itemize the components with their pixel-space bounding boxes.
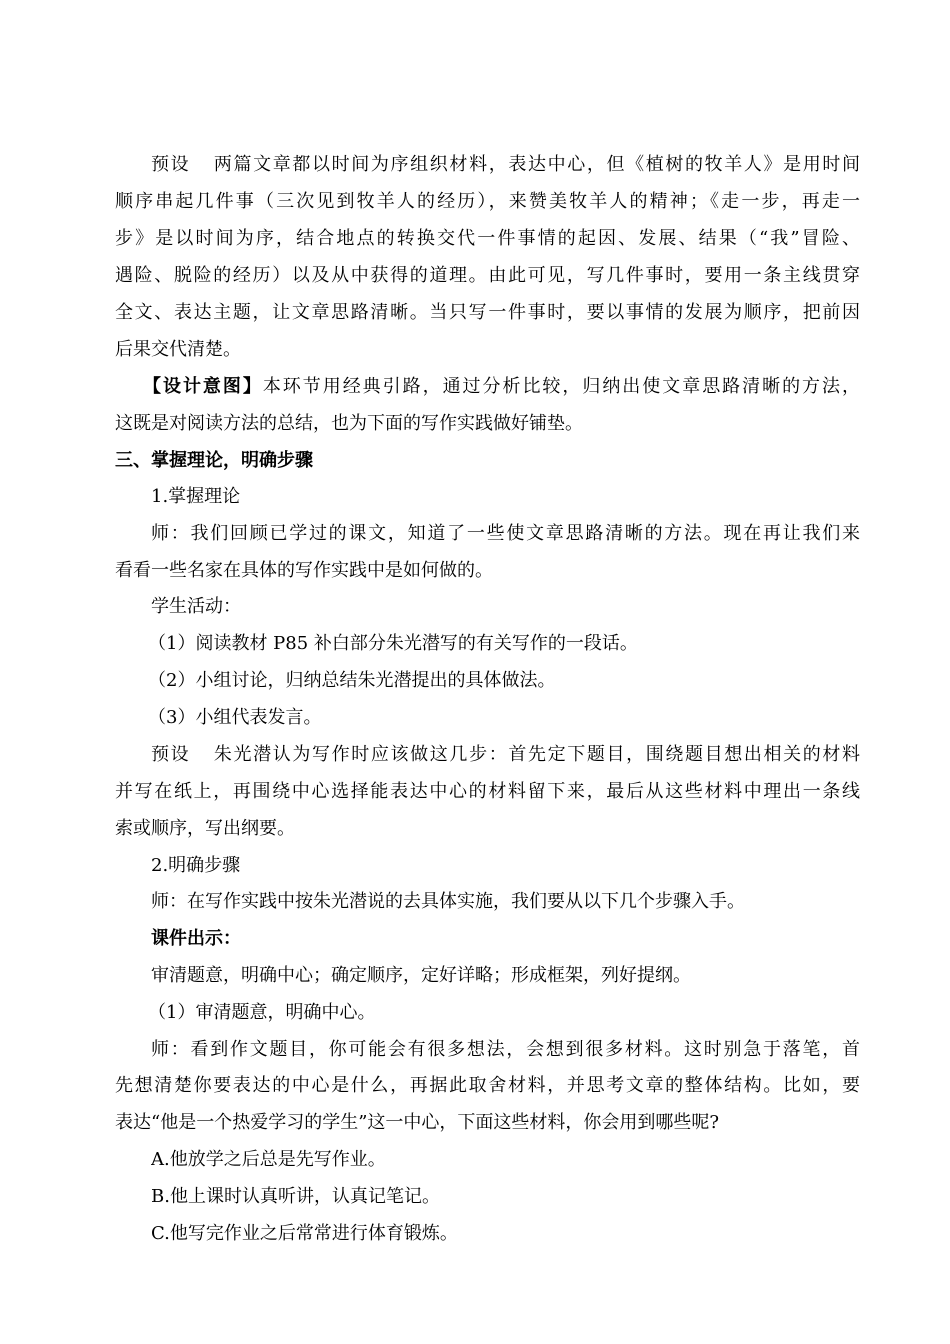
- step-1-heading: （1）审清题意，明确中心。: [148, 1002, 376, 1023]
- preset-label: 预设: [151, 154, 191, 175]
- activity-item-2: （2）小组讨论，归纳总结朱光潜提出的具体做法。: [148, 670, 556, 691]
- preset-paragraph-2-line-3: 索或顺序，写出纲要。: [115, 818, 295, 839]
- teacher-paragraph-1-line-1: 师：我们回顾已学过的课文，知道了一些使文章思路清晰的方法。现在再让我们来: [151, 523, 860, 544]
- preset-label: 预设: [151, 744, 191, 765]
- teacher-paragraph-3-line-3: 表达“他是一个热爱学习的学生”这一中心，下面这些材料，你会用到哪些呢?: [115, 1112, 720, 1133]
- preset-paragraph-1-line-2: 顺序串起几件事（三次见到牧羊人的经历），来赞美牧羊人的精神；《走一步，再走一: [115, 191, 860, 212]
- subheading-master-theory: 1.掌握理论: [151, 486, 241, 507]
- option-c: C.他写完作业之后常常进行体育锻炼。: [151, 1223, 458, 1244]
- preset-paragraph-1-line-3: 步》是以时间为序，结合地点的转换交代一件事情的起因、发展、结果（“我”冒险、: [115, 228, 860, 249]
- option-a: A.他放学之后总是先写作业。: [151, 1149, 386, 1170]
- preset-paragraph-2-line-2: 并写在纸上，再围绕中心选择能表达中心的材料留下来，最后从这些材料中理出一条线: [115, 781, 860, 802]
- option-b: B.他上课时认真听讲，认真记笔记。: [151, 1186, 440, 1207]
- activity-item-1: （1）阅读教材 P85 补白部分朱光潜写的有关写作的一段话。: [148, 633, 638, 654]
- design-intent-line-1: 【设计意图】本环节用经典引路，通过分析比较，归纳出使文章思路清晰的方法，: [143, 376, 860, 397]
- student-activity-label: 学生活动：: [151, 596, 241, 617]
- activity-item-3: （3）小组代表发言。: [148, 707, 322, 728]
- design-intent-line-2: 这既是对阅读方法的总结，也为下面的写作实践做好铺垫。: [115, 413, 583, 434]
- preset-paragraph-1-line-1: 预设 两篇文章都以时间为序组织材料，表达中心，但《植树的牧羊人》是用时间: [151, 154, 860, 175]
- courseware-label: 课件出示：: [151, 928, 241, 949]
- teacher-paragraph-1-line-2: 看看一些名家在具体的写作实践中是如何做的。: [115, 560, 493, 581]
- preset-paragraph-1-line-4: 遇险、脱险的经历）以及从中获得的道理。由此可见，写几件事时，要用一条主线贯穿: [115, 265, 860, 286]
- preset-paragraph-1-line-5: 全文、表达主题，让文章思路清晰。当只写一件事时，要以事情的发展为顺序，把前因: [115, 302, 860, 323]
- teacher-paragraph-3-line-2: 先想清楚你要表达的中心是什么，再据此取舍材料，并思考文章的整体结构。比如，要: [115, 1075, 860, 1096]
- teacher-paragraph-3-line-1: 师：看到作文题目，你可能会有很多想法，会想到很多材料。这时别急于落笔，首: [151, 1039, 860, 1060]
- preset-paragraph-2-line-1: 预设 朱光潜认为写作时应该做这几步：首先定下题目，围绕题目想出相关的材料: [151, 744, 860, 765]
- steps-summary: 审清题意，明确中心；确定顺序，定好详略；形成框架，列好提纲。: [151, 965, 691, 986]
- teacher-paragraph-2: 师：在写作实践中按朱光潜说的去具体实施，我们要从以下几个步骤入手。: [151, 891, 745, 912]
- subheading-clarify-steps: 2.明确步骤: [151, 855, 241, 876]
- design-intent-label: 【设计意图】: [143, 376, 263, 397]
- section-heading-3: 三、掌握理论，明确步骤: [115, 450, 313, 471]
- preset-paragraph-1-line-6: 后果交代清楚。: [115, 339, 241, 360]
